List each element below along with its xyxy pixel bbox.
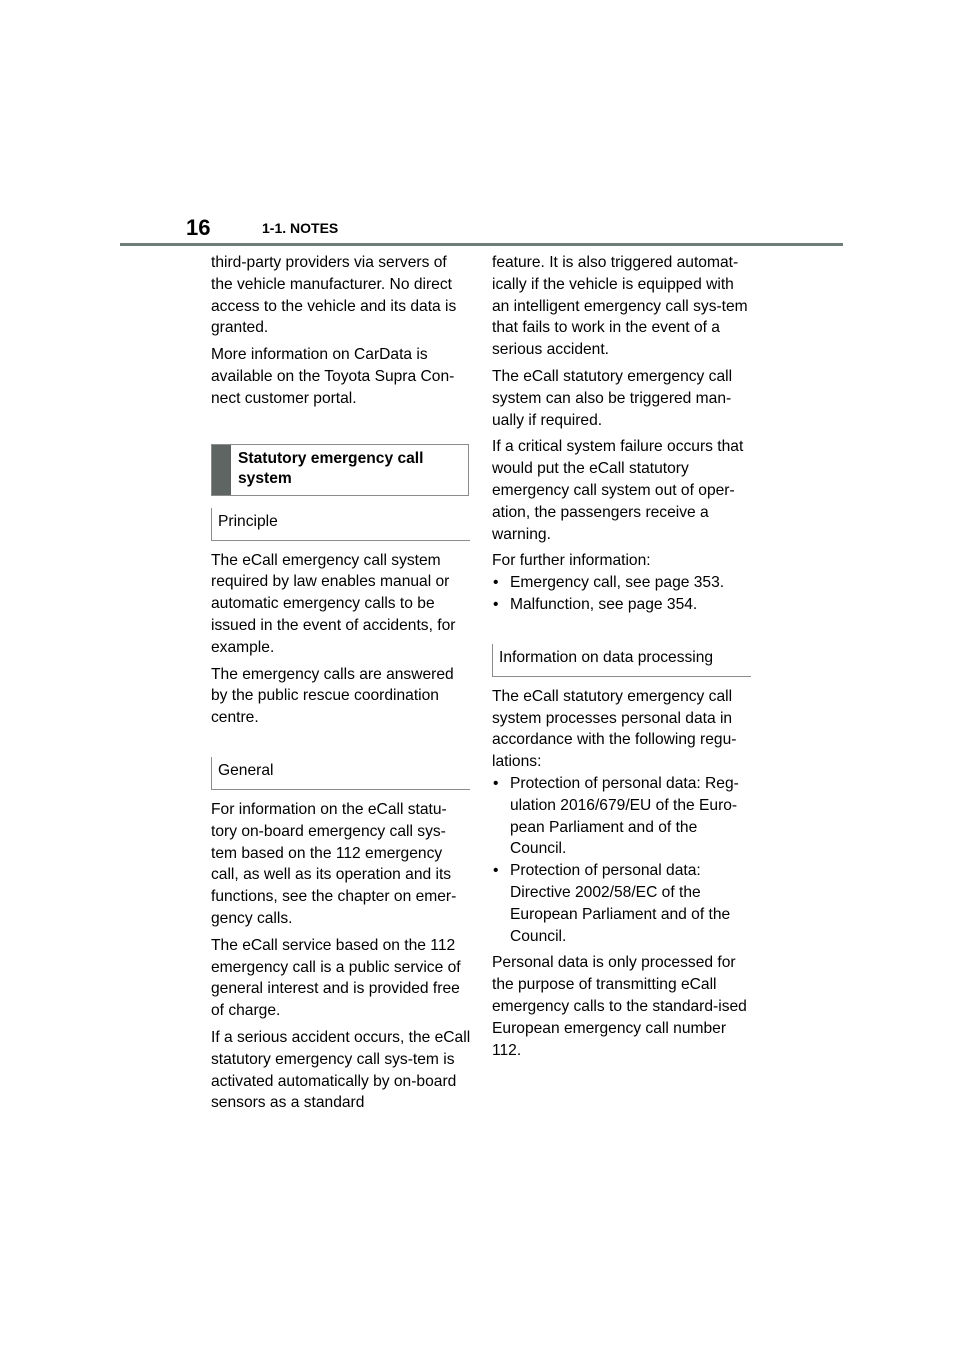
subheading-data-processing: Information on data processing (492, 644, 751, 677)
subheading-general: General (211, 757, 470, 790)
left-column (211, 252, 471, 1119)
principle-paragraph: The eCall emergency call system required by law enables manual or automatic emergency calls to be issued in the event of accidents, for example. (211, 551, 456, 656)
general-paragraph: The eCall service based on the 112 emergency call is a public service of general interest and is provided free of charge. (211, 936, 461, 1020)
closing-paragraph: Personal data is only processed for the purpose of transmitting eCall emergency calls to the standard-ised European emergency call number 112. (492, 954, 747, 1059)
principle-paragraph: The emergency calls are answered by the public rescue coordination centre. (211, 665, 454, 727)
body-paragraph: If a critical system failure occurs that would put the eCall statutory emergency call system out of oper-ation, the passengers receive a warning. (492, 438, 744, 543)
body-paragraph: The eCall statutory emergency call system can also be triggered man-ually if required. (492, 367, 733, 429)
body-paragraph: feature. It is also triggered automat-ically if the vehicle is equipped with an intelligent emergency call sys-tem that fails to work in the event of a serious accident. (492, 254, 748, 359)
subheading-principle: Principle (211, 508, 470, 541)
general-paragraph: If a serious accident occurs, the eCall statutory emergency call sys-tem is activated automatically by on-board sensors as a standard (211, 1028, 471, 1112)
list-item: • Emergency call, see page 353. (492, 572, 752, 594)
section-heading-box (211, 444, 469, 496)
regulation-list (492, 773, 752, 947)
list-item: • Malfunction, see page 354. (492, 594, 752, 616)
heading-bar (212, 445, 231, 495)
body-paragraph: For further information: (492, 552, 651, 570)
data-processing-intro: The eCall statutory emergency call system processes personal data in accordance with the following regu-lations: (492, 687, 737, 771)
intro-paragraph: third-party providers via servers of the vehicle manufacturer. No direct access to the vehicle and its data is granted. (211, 254, 457, 337)
list-item: • Protection of personal data: Directive 2002/58/EC of the European Parliament and of the Council. (492, 860, 752, 947)
intro-paragraph: More information on CarData is available on the Toyota Supra Con-nect customer portal. (211, 346, 455, 407)
further-info-list (492, 572, 752, 616)
header-rule (120, 243, 843, 246)
page-number: 16 (186, 215, 211, 240)
section-heading: Statutory emergency call system (238, 449, 424, 487)
list-item: • Protection of personal data: Reg-ulation 2016/679/EU of the Euro-pean Parliament and of the Council. (492, 773, 752, 860)
right-column (492, 252, 752, 1066)
general-paragraph: For information on the eCall statu-tory on-board emergency call sys-tem based on the 112 emergency call, as well as its operation and its functions, see the chapter on emer-gency calls. (211, 800, 457, 927)
section-title: 1-1. NOTES (262, 220, 339, 236)
